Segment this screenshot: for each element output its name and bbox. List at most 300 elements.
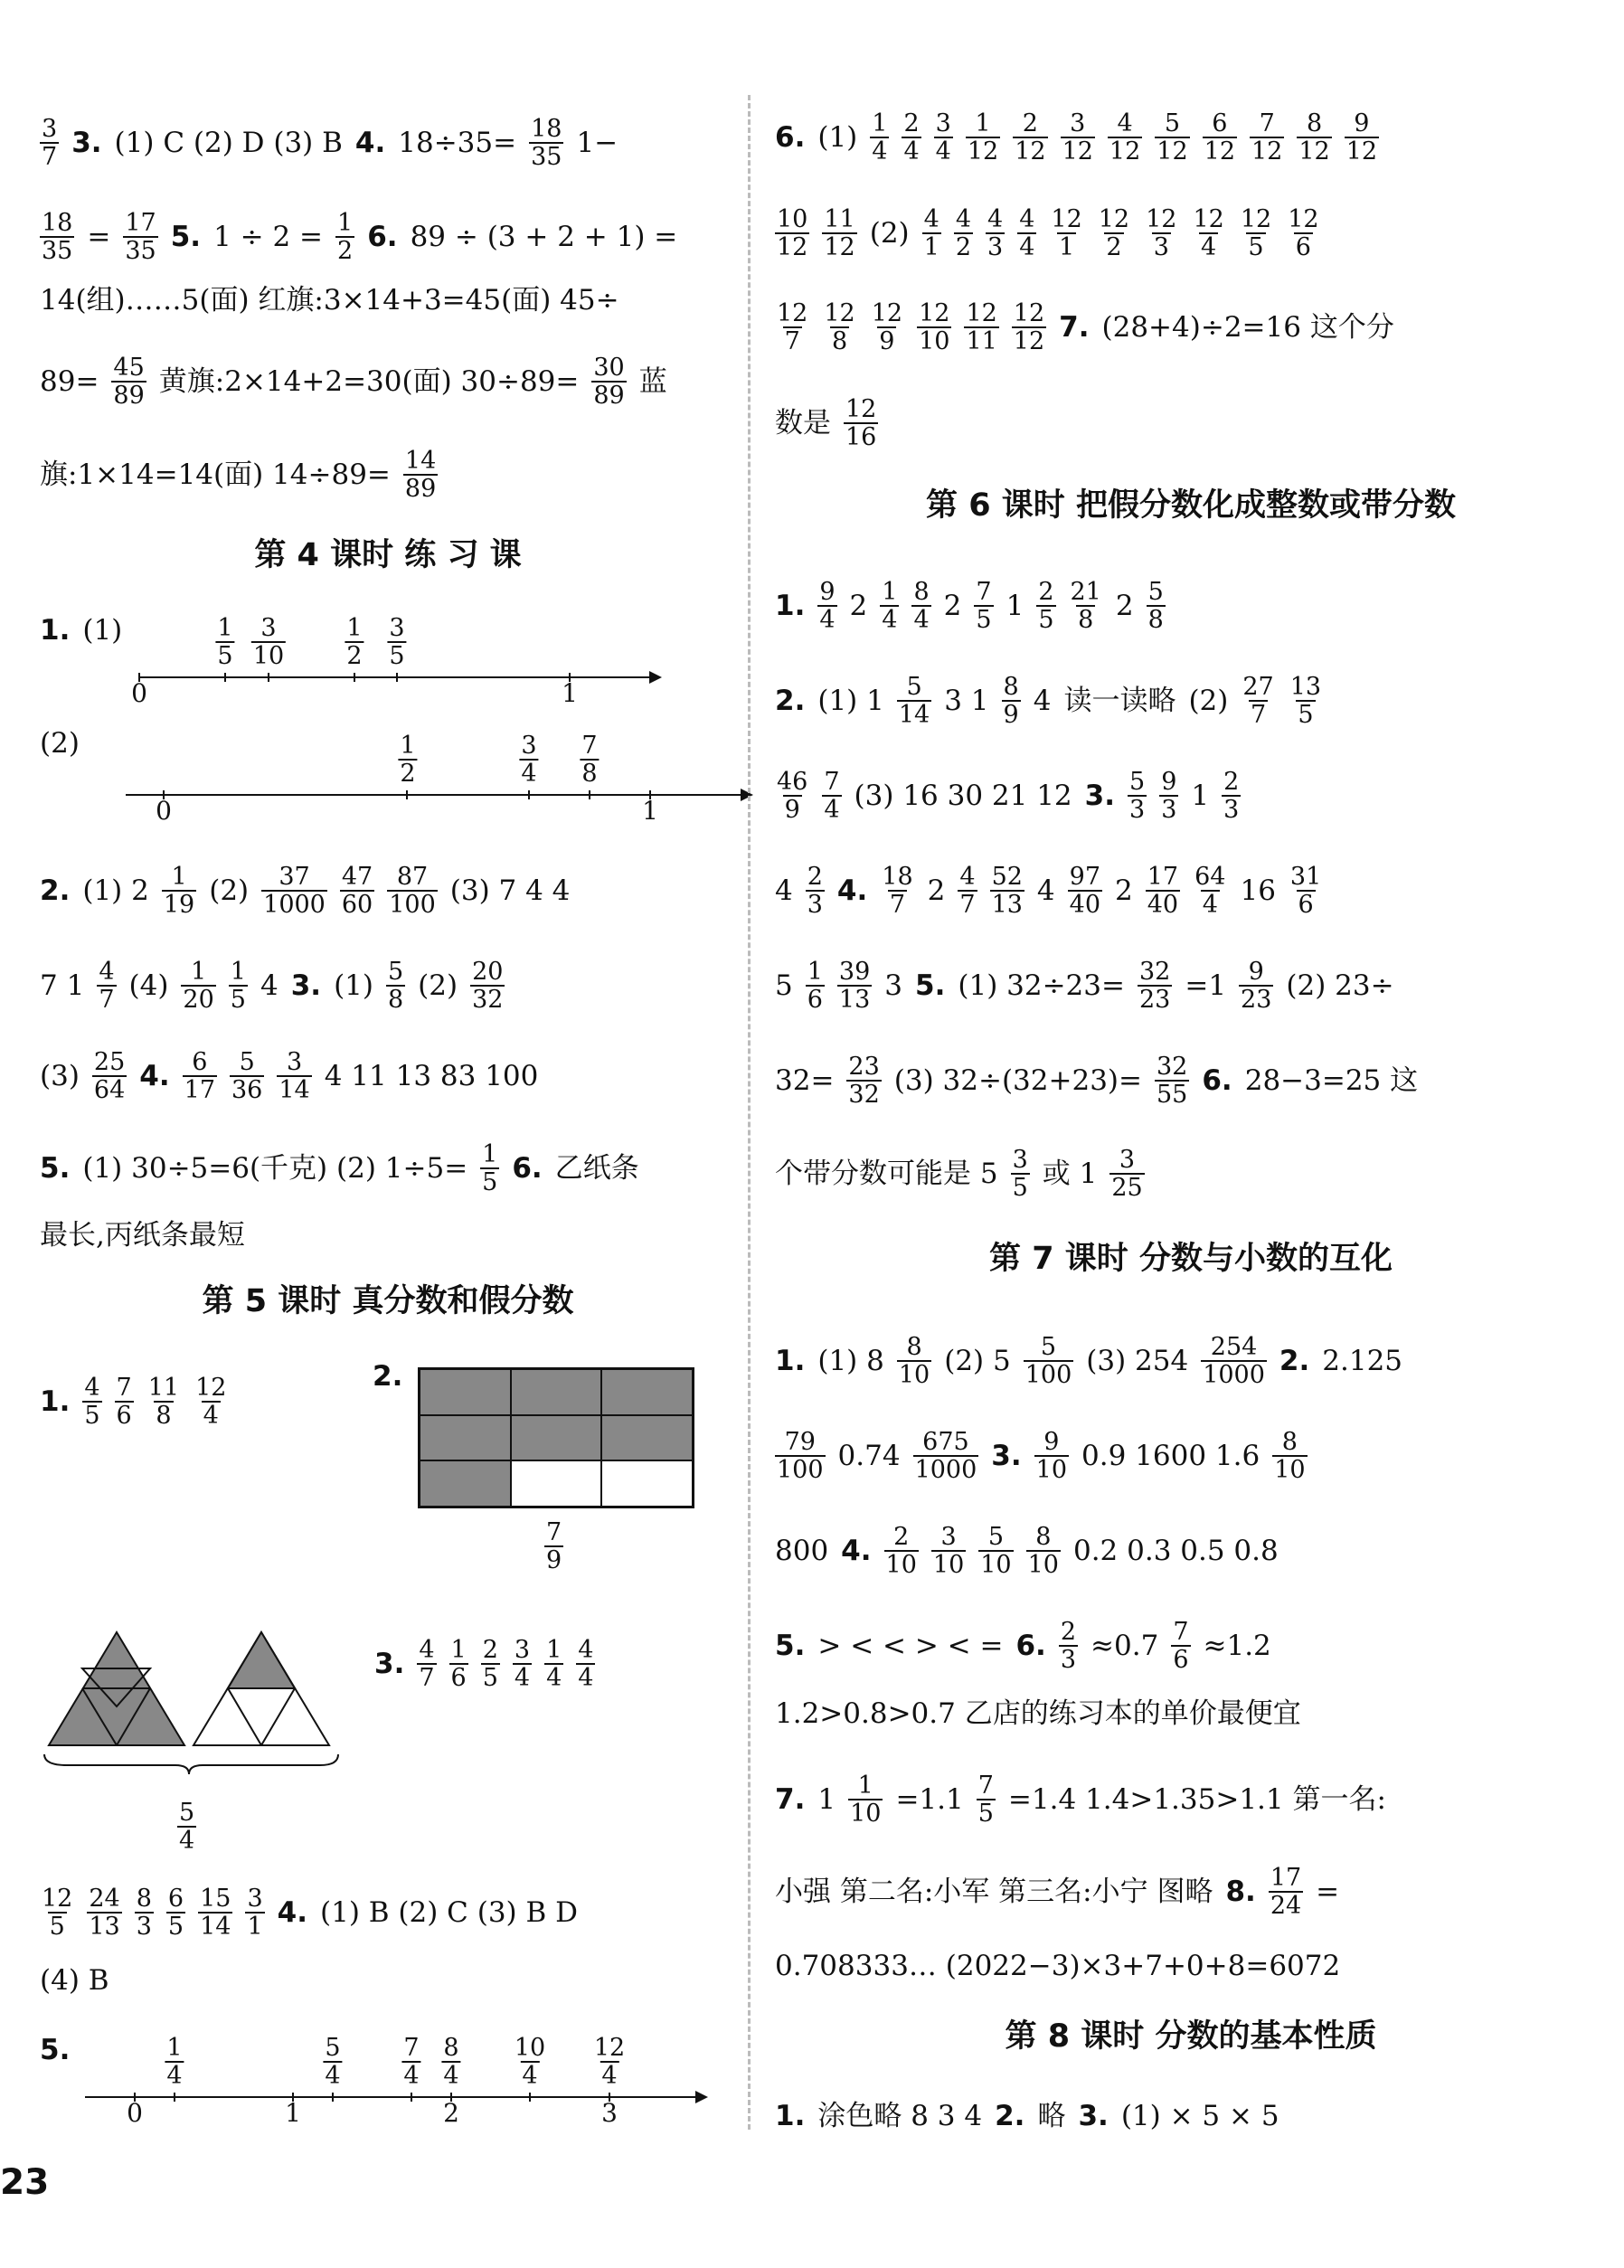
answer-text: 2.125 [1322,1345,1403,1377]
section-heading: 第 7 课时 分数与小数的互化 [989,1241,1393,1277]
answer-text: 14(组)……5(面) 红旗:3×14+3=45(面) 45÷ [40,284,619,317]
denominator: 10 [980,1551,1012,1579]
denominator: 7 [42,143,58,171]
numerator: 32 [1138,958,1171,986]
arrow-head-icon [649,671,662,684]
answer-text: (1) 1 [817,685,884,717]
denominator: 6 [807,986,823,1014]
fraction [977,1772,996,1827]
numerator: 7 [824,768,840,796]
denominator: 12 [1157,137,1188,165]
answer-text: 个带分数可能是 5 [775,1158,998,1190]
fraction [1203,110,1237,165]
numerator: 12 [845,395,877,423]
fraction [1289,864,1323,918]
item-number: 3. [1084,780,1116,812]
fraction [513,2035,547,2089]
numerator: 18 [42,209,73,237]
numerator: 5 [179,1799,195,1827]
answer-line [775,1524,1291,1578]
item-number: 5. [775,1630,806,1662]
fraction [1171,1619,1190,1673]
denominator: 2 [337,237,354,265]
fraction [880,864,914,918]
item-number: 1. [775,2100,806,2132]
fraction [82,1375,101,1429]
denominator: 12 [1015,137,1046,165]
denominator: 10 [885,1551,917,1579]
fraction [111,354,146,409]
fraction [846,1054,881,1108]
numerator: 10 [514,2034,546,2062]
denominator: 9 [784,796,800,824]
fraction [441,2035,460,2089]
answer-text: (1) [817,121,858,154]
denominator: 36 [231,1076,263,1104]
fraction [870,300,904,354]
fraction [990,864,1024,918]
denominator: 7 [784,327,800,355]
denominator: 10 [1035,1456,1068,1484]
item-number: 2. [373,1360,403,1393]
answer-line [40,280,632,320]
numerator: 2 [1223,768,1240,796]
item-number: 1. [40,614,71,647]
answer-text: (2) [40,727,80,760]
denominator: 10 [850,1800,882,1828]
numerator: 12 [1051,205,1082,233]
fraction [1069,579,1103,633]
fraction [1250,110,1284,165]
denominator: 60 [341,891,373,919]
fraction [775,206,809,260]
numerator: 1 [807,958,823,986]
fraction [931,1524,966,1578]
fraction [1002,674,1021,728]
numerator: 27 [1242,673,1274,701]
answer-line [775,674,1336,728]
answer-line [775,769,1253,823]
denominator: 6 [1173,1646,1189,1674]
fraction [1068,864,1102,918]
answer-text: 黄旗:2×14+2=30(面) 30÷89= [158,365,580,398]
fraction [245,1885,264,1940]
fraction [1159,769,1178,823]
numerator: 9 [1043,1428,1060,1456]
denominator: 4 [1201,233,1217,261]
numerator: 52 [991,863,1023,891]
numerator: 12 [42,1885,73,1913]
fraction [181,959,215,1013]
fraction [822,300,856,354]
denominator: 12 [1345,137,1378,165]
triangle-diagram [40,1628,347,1800]
fraction [986,206,1005,260]
fraction [166,1885,185,1940]
numerator: 7 [1173,1618,1189,1646]
denominator: 9 [879,327,895,355]
fraction [775,1429,826,1483]
item-number: 4. [354,127,386,159]
denominator: 4 [819,606,836,634]
denominator: 100 [1024,1361,1072,1389]
item-number: 7. [1059,311,1090,344]
fraction [87,1885,121,1940]
denominator: 12 [1062,137,1093,165]
denominator: 35 [531,143,562,171]
numerator: 87 [396,863,429,891]
answer-text: ≈1.2 [1203,1630,1271,1662]
denominator: 7 [889,891,906,919]
numerator: 3 [260,614,277,642]
numerator: 14 [404,447,437,475]
section-heading: 第 4 课时 练 习 课 [254,537,522,573]
fraction [386,959,405,1013]
denominator: 89 [113,382,145,410]
answer-text: > < < > < = [817,1630,1004,1662]
numerator: 23 [848,1053,880,1081]
numerator: 2 [1022,109,1038,137]
fraction [146,1375,181,1429]
answer-text: 涂色略 8 3 4 [817,2100,983,2132]
fraction [40,210,74,264]
answer-line [40,610,135,650]
denominator: 10 [932,1551,965,1579]
fraction [775,300,809,354]
answer-line [775,1772,1399,1827]
fraction [897,674,931,728]
fraction [1155,110,1189,165]
fraction [480,1141,499,1195]
fraction [177,1800,196,1854]
numerator: 3 [935,109,951,137]
item-number: 1. [40,1385,71,1418]
numerator: 8 [136,1885,152,1913]
answer-text: 1 [817,1783,836,1816]
answer-line [775,1334,1415,1388]
answer-line [40,210,690,264]
denominator: 8 [156,1402,172,1430]
denominator: 16 [845,423,877,451]
fraction [1269,1865,1303,1919]
denominator: 5 [230,986,246,1014]
denominator: 4 [882,606,898,634]
numerator: 12 [1240,205,1272,233]
denominator: 5 [976,606,992,634]
denominator: 14 [200,1913,231,1941]
answer-text: 16 [1240,874,1276,907]
numerator: 12 [1193,205,1224,233]
numerator: 1 [191,958,207,986]
item-number: 2. [995,2100,1025,2132]
denominator: 10 [1027,1551,1059,1579]
fraction [913,1429,979,1483]
denominator: 5 [1012,1174,1028,1202]
tick-label: 3 [601,2098,618,2128]
denominator: 1000 [1203,1361,1265,1389]
numerator: 13 [1289,673,1322,701]
denominator: 13 [838,986,871,1014]
denominator: 6 [1295,233,1311,261]
numerator: 64 [1194,863,1226,891]
fraction [417,1637,436,1691]
denominator: 5 [1038,606,1054,634]
fraction [345,615,364,669]
numerator: 4 [923,205,939,233]
answer-text: (4) B [40,1964,109,1997]
fraction [1061,110,1095,165]
fraction [1144,206,1178,260]
item-number: 6. [1202,1064,1232,1097]
numerator: 9 [819,578,836,606]
fraction [1108,110,1142,165]
answer-line [40,116,630,170]
denominator: 5 [977,1800,994,1828]
denominator: 5 [217,642,233,670]
answer-line [775,1619,1284,1673]
answer-text: 读一读略 [1063,685,1176,717]
item-number: 5. [40,1152,71,1185]
numerator: 7 [546,1518,562,1546]
answer-text: 32= [775,1064,835,1097]
fraction [135,1885,154,1940]
denominator: 19 [163,891,195,919]
answer-line [775,206,1334,260]
denominator: 13 [89,1913,120,1941]
numerator: 1 [975,109,991,137]
denominator: 23 [1241,986,1272,1014]
denominator: 1 [247,1913,263,1941]
denominator: 5 [1298,701,1314,729]
answer-line [775,1946,1353,1986]
denominator: 12 [777,233,808,261]
answer-text: 89 ÷ (3 + 2 + 1) = [410,221,678,253]
answer-text: 1− [576,127,618,159]
numerator: 5 [1147,578,1164,606]
denominator: 12 [1298,137,1330,165]
fraction [251,615,286,669]
denominator: 3 [136,1913,152,1941]
item-number: 4. [139,1060,170,1092]
answer-line [40,1375,241,1429]
numerator: 3 [286,1048,303,1076]
fraction [848,1772,883,1827]
numerator: 4 [959,863,976,891]
denominator: 89 [404,475,437,503]
numerator: 4 [1019,205,1035,233]
fraction [165,2035,184,2089]
numerator: 1 [450,1636,467,1664]
fraction [123,210,157,264]
fraction [1289,674,1323,728]
fraction [1286,206,1320,260]
denominator: 3 [1153,233,1169,261]
numerator: 7 [581,732,598,760]
fraction [1034,1429,1069,1483]
denominator: 2 [346,642,363,670]
answer-text: 旗:1×14=14(面) 14÷89= [40,458,391,491]
fraction [806,864,825,918]
numerator: 1 [482,1140,498,1168]
numerator: 3 [521,732,537,760]
item-number: 1. [775,590,806,622]
answer-text: 3 [884,969,903,1002]
denominator: 5 [389,642,405,670]
fraction [1297,110,1331,165]
numerator: 79 [784,1428,816,1456]
denominator: 10 [252,642,285,670]
answer-text: 4 [260,969,279,1002]
answer-line [775,959,1407,1013]
denominator: 3 [807,891,823,919]
numerator: 30 [593,354,625,382]
numerator: 5 [1129,768,1146,796]
answer-text: = [1316,1876,1340,1908]
denominator: 7 [959,891,976,919]
numerator: 1 [230,958,246,986]
page-number: 23 [0,2162,50,2203]
answer-text: (1) 30÷5=6(千克) (2) 1÷5= [82,1152,468,1185]
fraction [387,615,406,669]
numerator: 31 [1289,863,1322,891]
numerator: 6 [192,1048,208,1076]
answer-text: 2 [1115,874,1133,907]
fraction [215,615,234,669]
numerator: 9 [1354,109,1370,137]
numerator: 37 [279,863,310,891]
fraction [966,110,1000,165]
denominator: 4 [1019,233,1035,261]
numerator: 7 [116,1374,132,1402]
arrow-head-icon [741,789,753,801]
denominator: 4 [514,1664,531,1692]
answer-text: 数是 [775,407,831,439]
numerator: 46 [777,768,808,796]
answer-line [40,1215,258,1255]
numerator: 1 [872,109,888,137]
denominator: 4 [824,796,840,824]
denominator: 100 [777,1456,824,1484]
numerator: 1 [171,863,187,891]
numerator: 3 [1070,109,1086,137]
denominator: 12 [967,137,999,165]
answer-text: (1) B (2) C (3) B D [320,1896,578,1929]
fraction [513,1637,532,1691]
tick-label: 0 [156,796,172,826]
answer-text: (2) [869,217,910,250]
numerator: 18 [882,863,913,891]
numerator: 10 [777,205,808,233]
answer-line [775,1429,1320,1483]
numerator: 12 [593,2034,626,2062]
numerator: 675 [922,1428,969,1456]
fraction [323,2035,342,2089]
answer-text: 2 [849,590,868,622]
numerator: 11 [147,1374,180,1402]
denominator: 20 [183,986,214,1014]
answer-text: 2 [1115,590,1134,622]
numerator: 3 [514,1636,531,1664]
denominator: 3 [1129,796,1146,824]
numerator: 4 [84,1374,100,1402]
denominator: 14 [898,701,930,729]
fraction [964,300,998,354]
denominator: 24 [1270,1892,1302,1920]
fraction [1012,300,1046,354]
answer-text: 1 [1191,780,1210,812]
answer-text: (2) [418,969,458,1002]
fraction [934,110,953,165]
item-number: 6. [512,1152,543,1185]
section-heading: 第 6 课时 把假分数化成整数或带分数 [926,487,1456,524]
numerator: 17 [1270,1864,1302,1892]
answer-text: 89= [40,365,99,398]
fraction [1013,110,1047,165]
denominator: 8 [831,327,848,355]
numerator: 1 [857,1772,873,1800]
answer-text: 7 1 [40,969,85,1002]
fraction [1017,206,1036,260]
answer-text: (1) × 5 × 5 [1120,2100,1279,2132]
numerator: 32 [1157,1053,1188,1081]
denominator: 11 [966,327,997,355]
fraction [1239,959,1273,1013]
fraction [870,110,889,165]
numerator: 254 [1210,1333,1258,1361]
numerator: 4 [987,205,1004,233]
answer-line [40,864,582,918]
numerator: 12 [1288,205,1319,233]
fraction [162,864,196,918]
answer-text: ≈0.7 [1091,1630,1159,1662]
answer-text: (2) 23÷ [1286,969,1394,1002]
numerator: 4 [578,1636,594,1664]
answer-text: =1.4 1.4>1.35>1.1 第一名: [1007,1783,1386,1816]
item-number: 2. [775,685,806,717]
fraction [1239,206,1273,260]
denominator: 3 [1060,1646,1077,1674]
denominator: 4 [203,1402,219,1430]
denominator: 100 [389,891,436,919]
answer-line [775,1054,1430,1108]
item-number: 1. [775,1345,806,1377]
fraction [529,116,563,170]
fraction [974,579,993,633]
fraction [449,1637,468,1691]
answer-text: (3) 16 30 21 12 [854,780,1072,812]
fraction [403,448,438,502]
denominator: 9 [546,1546,562,1574]
numerator: 1 [346,614,363,642]
answer-text: 2 [927,874,946,907]
fraction [1097,206,1131,260]
denominator: 7 [419,1664,435,1692]
numerator: 2 [903,109,920,137]
answer-text: =1 [1185,969,1227,1002]
numerator: 12 [1098,205,1130,233]
answer-text: 小强 第二名:小军 第三名:小宁 图略 [775,1876,1213,1908]
denominator: 4 [935,137,951,165]
answer-text: (3) [40,1060,80,1092]
answer-text: (1) 32÷23= [958,969,1125,1002]
fraction [576,1637,595,1691]
fraction [230,1049,264,1103]
numerator: 2 [893,1523,910,1551]
numerator: 12 [966,299,997,327]
numerator: 2 [482,1636,498,1664]
numerator: 8 [1003,673,1019,701]
denominator: 2 [955,233,972,261]
